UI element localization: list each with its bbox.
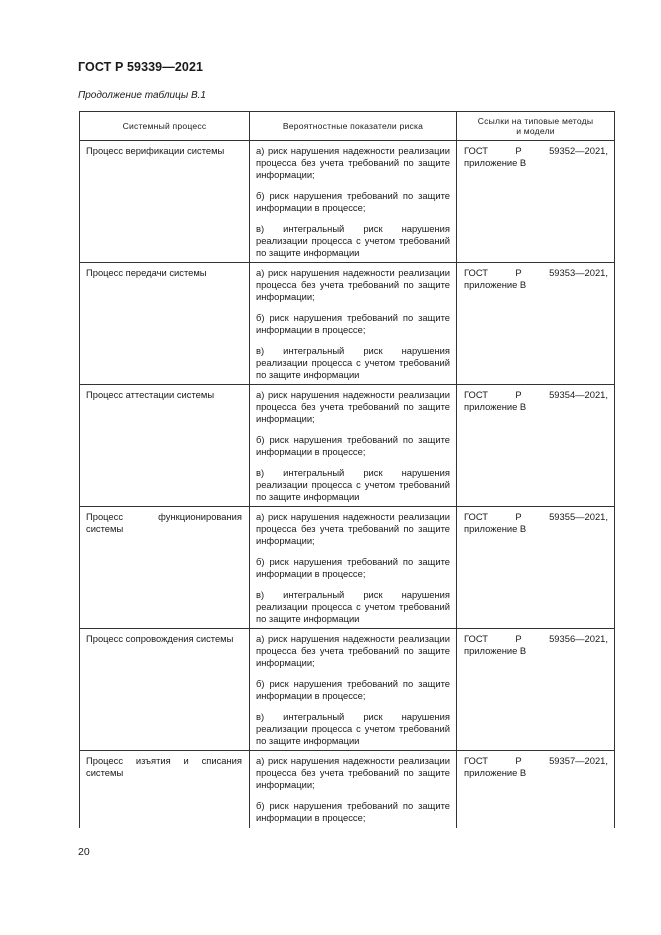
risks-cell: [250, 141, 457, 263]
table-row: [80, 507, 615, 629]
risk-item: а) риск нарушения надежности реализации процесса без учета требований по защите информации;: [256, 511, 450, 546]
risk-item: а) риск нарушения надежности реализации процесса без учета требований по защите информации;: [256, 633, 450, 668]
risk-item: б) риск нарушения требований по защите информации в процессе;: [256, 434, 450, 457]
risk-item: б) риск нарушения требований по защите информации в процессе;: [256, 556, 450, 579]
process-name: Процесс функционирования системы: [86, 511, 242, 534]
risk-item: а) риск нарушения надежности реализации процесса без учета требований по защите информации;: [256, 755, 450, 790]
process-name: Процесс аттестации системы: [86, 389, 215, 400]
reference-cell: [457, 507, 615, 629]
process-cell: [80, 263, 250, 385]
document-standard-title: ГОСТ Р 59339—2021: [78, 60, 204, 74]
risk-item: б) риск нарушения требований по защите информации в процессе;: [256, 190, 450, 213]
risks-list: [256, 755, 450, 828]
risks-list: [256, 633, 450, 750]
risk-item: а) риск нарушения надежности реализации процесса без учета требований по защите информации;: [256, 267, 450, 302]
table-row: [80, 263, 615, 385]
header-system-process: Системный процесс: [80, 112, 250, 141]
risks-cell: [250, 751, 457, 829]
risk-item: б) риск нарушения требований по защите информации в процессе;: [256, 800, 450, 823]
risks-cell: [250, 629, 457, 751]
risk-item: в) интегральный риск нарушения реализации процесса с учетом требований по защите информации: [256, 589, 450, 624]
table-row: [80, 629, 615, 751]
risks-list: [256, 511, 450, 628]
reference-text: ГОСТ Р 59355—2021, приложение В: [464, 511, 608, 534]
reference-text: ГОСТ Р 59356—2021, приложение В: [464, 633, 608, 656]
table-caption: Продолжение таблицы В.1: [78, 90, 206, 101]
process-name: Процесс сопровождения системы: [86, 633, 234, 644]
risk-item: б) риск нарушения требований по защите информации в процессе;: [256, 678, 450, 701]
reference-cell: [457, 385, 615, 507]
reference-cell: [457, 263, 615, 385]
reference-text: ГОСТ Р 59354—2021, приложение В: [464, 389, 608, 412]
reference-cell: [457, 141, 615, 263]
risk-item: б) риск нарушения требований по защите информации в процессе;: [256, 312, 450, 335]
process-cell: [80, 751, 250, 829]
process-name: Процесс верификации системы: [86, 145, 225, 156]
risks-list: [256, 389, 450, 506]
process-cell: [80, 385, 250, 507]
risk-item: в) интегральный риск нарушения реализации процесса с учетом требований по защите информации: [256, 223, 450, 258]
table-header-row: [80, 112, 615, 141]
risk-item: а) риск нарушения надежности реализации процесса без учета требований по защите информации;: [256, 145, 450, 180]
process-name: Процесс изъятия и списания системы: [86, 755, 242, 778]
header-risk-indicators: Вероятностные показатели риска: [250, 112, 457, 141]
risks-list: [256, 267, 450, 384]
reference-text: ГОСТ Р 59357—2021, приложение В: [464, 755, 608, 778]
reference-cell: [457, 751, 615, 829]
risks-cell: [250, 385, 457, 507]
reference-cell: [457, 629, 615, 751]
reference-text: ГОСТ Р 59353—2021, приложение В: [464, 267, 608, 290]
risks-cell: [250, 263, 457, 385]
risk-table: [79, 111, 615, 828]
table-row: [80, 141, 615, 263]
process-cell: [80, 141, 250, 263]
header-references: Ссылки на типовые методы и модели: [457, 112, 615, 141]
risk-item: в) интегральный риск нарушения реализации процесса с учетом требований по защите информации: [256, 711, 450, 746]
risks-cell: [250, 507, 457, 629]
process-cell: [80, 629, 250, 751]
risk-item: в) интегральный риск нарушения реализации процесса с учетом требований по защите информации: [256, 345, 450, 380]
risks-list: [256, 145, 450, 262]
risk-item: в) интегральный риск нарушения реализации процесса с учетом требований по защите информации: [256, 467, 450, 502]
reference-text: ГОСТ Р 59352—2021, приложение В: [464, 145, 608, 168]
risk-item: а) риск нарушения надежности реализации процесса без учета требований по защите информации;: [256, 389, 450, 424]
table-row: [80, 751, 615, 829]
page-number: 20: [78, 846, 90, 858]
table-row: [80, 385, 615, 507]
process-name: Процесс передачи системы: [86, 267, 207, 278]
process-cell: [80, 507, 250, 629]
